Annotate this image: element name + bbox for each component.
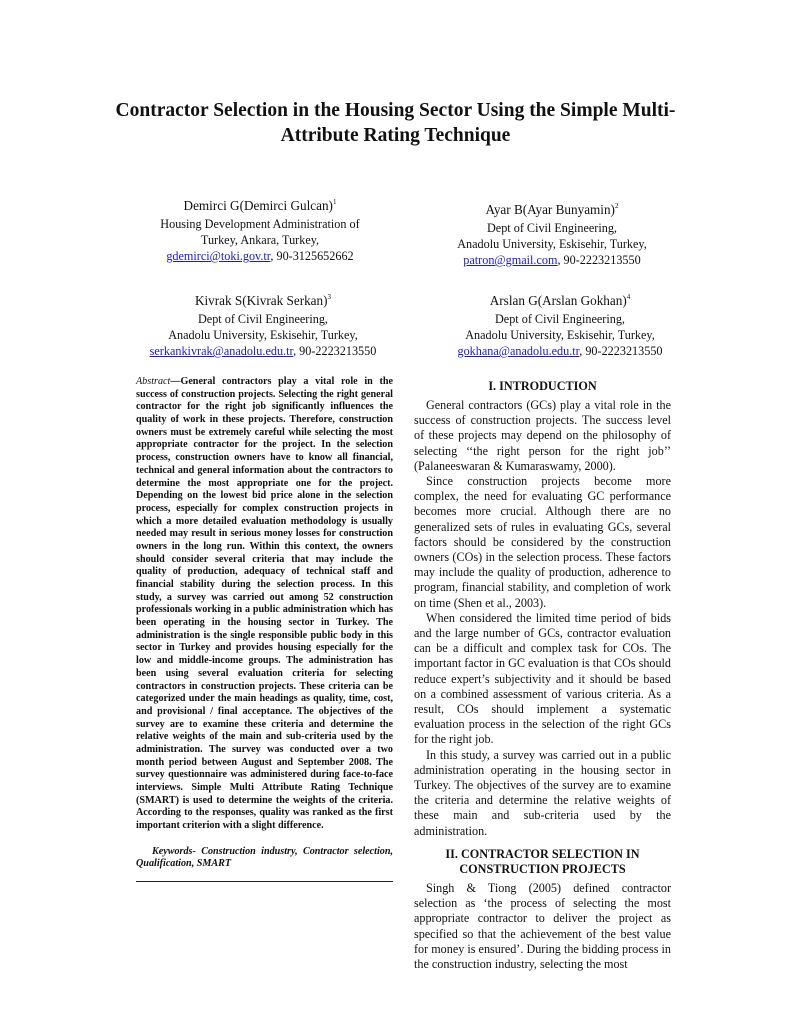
keywords: Keywords- Construction industry, Contractor selection, Qualification, SMART	[136, 845, 393, 870]
author-affiliation: Anadolu University, Eskisehir, Turkey,	[457, 237, 647, 251]
abstract	[136, 376, 393, 833]
author-affiliation: Dept of Civil Engineering,	[487, 221, 617, 235]
body-paragraph: General contractors (GCs) play a vital role in the success of construction projects. The success level of these projects may depend on the philosophy of selecting ‘‘the right person for the right job’’ (Palaneeswaran & Kumaraswamy, 2000).	[414, 398, 671, 473]
author-block-2	[432, 198, 672, 268]
abstract-label: Abstract	[136, 376, 171, 387]
author-affiliation: Dept of Civil Engineering,	[198, 312, 328, 326]
author-email-link[interactable]: patron@gmail.com	[463, 253, 558, 267]
body-paragraph: Singh & Tiong (2005) defined contractor selection as ‘the process of selecting the most appropriate contractor to deliver the project as specified so that the achievement of the best value for money is ensured’. During the bidding process in the construction industry, selecting the most	[414, 880, 671, 971]
author-block-1	[140, 194, 380, 264]
section-heading-contractor-selection: II. CONTRACTOR SELECTION IN CONSTRUCTION PROJECTS	[445, 846, 640, 876]
author-block-4	[425, 289, 695, 359]
abstract-text: —General contractors play a vital role in the success of construction projects. Selecting the right general contractor for the right job significantly influences the quality of work in these projects. Therefore, construction owners must be extremely careful while selecting the most appropriate contractor for the project. In the selection process, construction owners have to know all financial, technical and general information about the contractors to determine the most appropriate one for the project. Depending on the lowest bid price alone in the selection process, especially for complex construction projects in which a more detailed evaluation methodology is usually needed may result in serious money losses for construction owners in the long run. Within this context, the owners should consider several criteria that may include the quality of production, adequacy of technical staff and financial stability during the selection process. In this study, a survey was carried out among 52 construction professionals working in a public administration which has been operating in the housing sector in Turkey. The administration is the single responsible public body in this sector in Turkey and provides housing especially for the low and middle-income groups. The administration has been using several evaluation criteria for selecting contractors in construction projects. These criteria can be categorized under the main headings as quality, time, cost, and provisional / final acceptance. The objectives of the survey are to examine these criteria and determine the relative weights of the main and sub-criteria used by the administration. The survey was conducted over a two month period between August and September 2008. The survey questionnaire was administered during face-to-face interviews. Simple Multi Attribute Rating Technique (SMART) is used to determine the weights of the criteria. According to the responses, quality was ranked as the first important criterion with a slight difference.	[136, 376, 393, 832]
author-contact: gokhana@anadolu.edu.tr, 90-2223213550	[457, 344, 663, 358]
footnote-divider	[136, 881, 393, 882]
author-contact: gdemirci@toki.gov.tr, 90-3125652662	[166, 249, 354, 263]
body-paragraph: When considered the limited time period of bids and the large number of GCs, contractor evaluation can be a difficult and complex task for COs. The important factor in GC evaluation is that COs should reduce expert’s subjectivity and it should be based on a combined assessment of various criteria. As a result, COs should implement a systematic evaluation process in the selection of the right GCs for the right job.	[414, 610, 671, 747]
author-affiliation: Dept of Civil Engineering,	[495, 312, 625, 326]
author-name: Demirci G(Demirci Gulcan)$^1$	[183, 198, 337, 213]
author-affiliation: Turkey, Ankara, Turkey,	[200, 233, 320, 247]
section-heading-introduction: I. INTRODUCTION	[488, 379, 597, 393]
paper-title: Contractor Selection in the Housing Sector Using the Simple Multi-Attribute Rating Technique	[115, 100, 676, 146]
author-affiliation: Anadolu University, Eskisehir, Turkey,	[465, 328, 655, 342]
author-name: Ayar B(Ayar Bunyamin)$^2$	[485, 202, 619, 217]
author-block-3	[133, 289, 393, 359]
author-affiliation: Anadolu University, Eskisehir, Turkey,	[168, 328, 358, 342]
body-paragraph: Since construction projects become more complex, the need for evaluating GC performance becomes more crucial. Although there are no generalized sets of rules in evaluating GCs, several factors should be considered by the construction owners (COs) in the selection process. These factors may include the quality of production, adherence to program, financial stability, and completion of work on time (Shen et al., 2003).	[414, 474, 671, 610]
right-column	[414, 379, 671, 972]
author-email-link[interactable]: gokhana@anadolu.edu.tr	[457, 344, 580, 358]
author-name: Kivrak S(Kivrak Serkan)$^3$	[194, 293, 332, 308]
author-contact: serkankivrak@anadolu.edu.tr, 90-2223213550	[149, 344, 377, 358]
author-contact: patron@gmail.com, 90-2223213550	[463, 253, 641, 267]
author-email-link[interactable]: gdemirci@toki.gov.tr	[166, 249, 271, 263]
body-paragraph: In this study, a survey was carried out in a public administration operating in the housing sector in Turkey. The objectives of the survey are to examine the criteria and determine the relative weights of these main and sub-criteria used by the administration.	[414, 747, 671, 838]
author-name: Arslan G(Arslan Gokhan)$^4$	[489, 293, 631, 308]
author-affiliation: Housing Development Administration of	[160, 217, 360, 231]
left-column	[136, 376, 393, 882]
author-email-link[interactable]: serkankivrak@anadolu.edu.tr	[149, 344, 294, 358]
